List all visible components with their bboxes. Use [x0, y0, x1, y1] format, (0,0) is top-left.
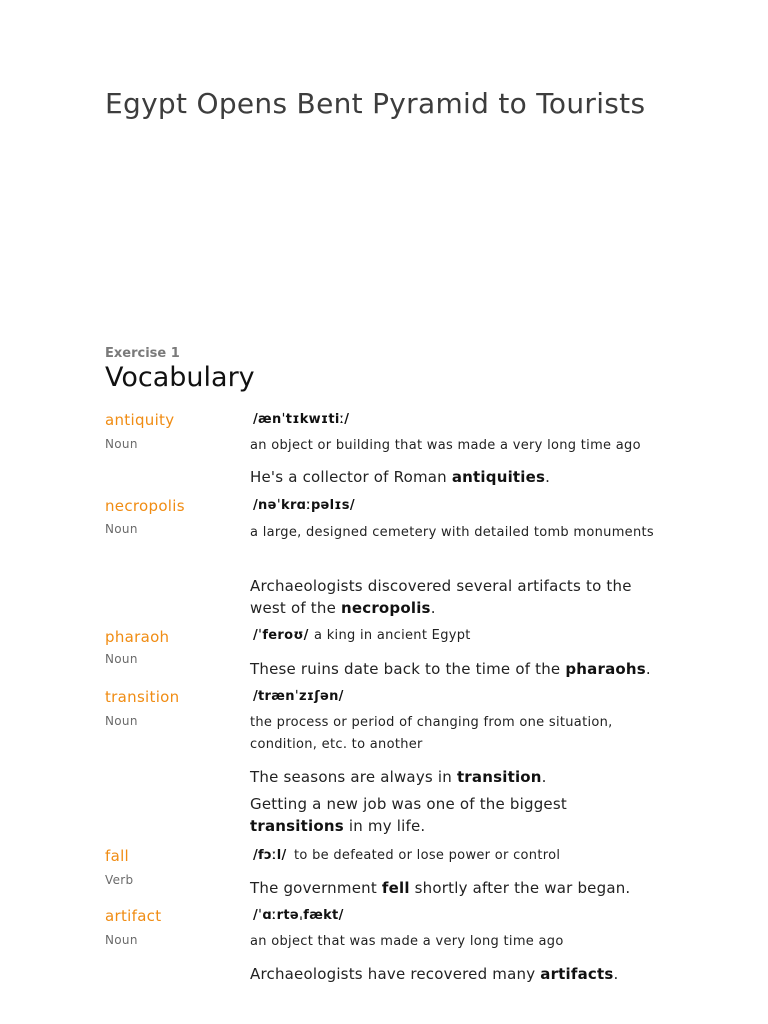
example-sentence: The seasons are always in transition. — [250, 768, 547, 786]
part-of-speech: Noun — [105, 522, 138, 536]
definition: to be defeated or lose power or control — [294, 848, 561, 863]
example-sentence: These ruins date back to the time of the pharaohs. — [250, 660, 651, 678]
pronunciation: /trænˈzɪʃən/ — [253, 689, 344, 704]
example-sentence: He's a collector of Roman antiquities. — [250, 468, 551, 486]
vocab-word-artifact: artifact — [105, 907, 162, 925]
pronunciation: /nəˈkrɑːpəlɪs/ — [253, 498, 355, 513]
section-heading: Vocabulary — [105, 362, 255, 393]
pronunciation: /fɔːl/ — [253, 848, 287, 863]
pronunciation: /ænˈtɪkwɪtiː/ — [253, 412, 350, 427]
part-of-speech: Verb — [105, 873, 134, 887]
exercise-label: Exercise 1 — [105, 346, 180, 361]
example-sentence: Archaeologists have recovered many artifacts. — [250, 965, 619, 983]
example-sentence: Getting a new job was one of the biggest transitions in my life. — [250, 795, 567, 835]
part-of-speech: Noun — [105, 652, 138, 666]
definition: a king in ancient Egypt — [314, 628, 471, 643]
part-of-speech: Noun — [105, 933, 138, 947]
definition: a large, designed cemetery with detailed tomb monuments — [250, 525, 654, 540]
part-of-speech: Noun — [105, 714, 138, 728]
article-title: Egypt Opens Bent Pyramid to Tourists — [105, 87, 646, 120]
example-sentence: Archaeologists discovered several artifacts to the west of the necropolis. — [250, 577, 632, 617]
vocab-word-necropolis: necropolis — [105, 497, 185, 515]
vocab-word-fall: fall — [105, 847, 130, 865]
definition: an object that was made a very long time ago — [250, 934, 564, 949]
example-sentence: The government fell shortly after the war began. — [250, 879, 631, 897]
definition: the process or period of changing from one situation, condition, etc. to another — [250, 715, 613, 752]
part-of-speech: Noun — [105, 437, 138, 451]
vocab-word-transition: transition — [105, 688, 180, 706]
pronunciation: /ˈferoʊ/ — [253, 628, 309, 643]
pronunciation: /ˈɑːrtəˌfækt/ — [253, 908, 344, 923]
vocab-word-antiquity: antiquity — [105, 411, 175, 429]
definition: an object or building that was made a very long time ago — [250, 438, 641, 453]
vocab-word-pharaoh: pharaoh — [105, 628, 170, 646]
